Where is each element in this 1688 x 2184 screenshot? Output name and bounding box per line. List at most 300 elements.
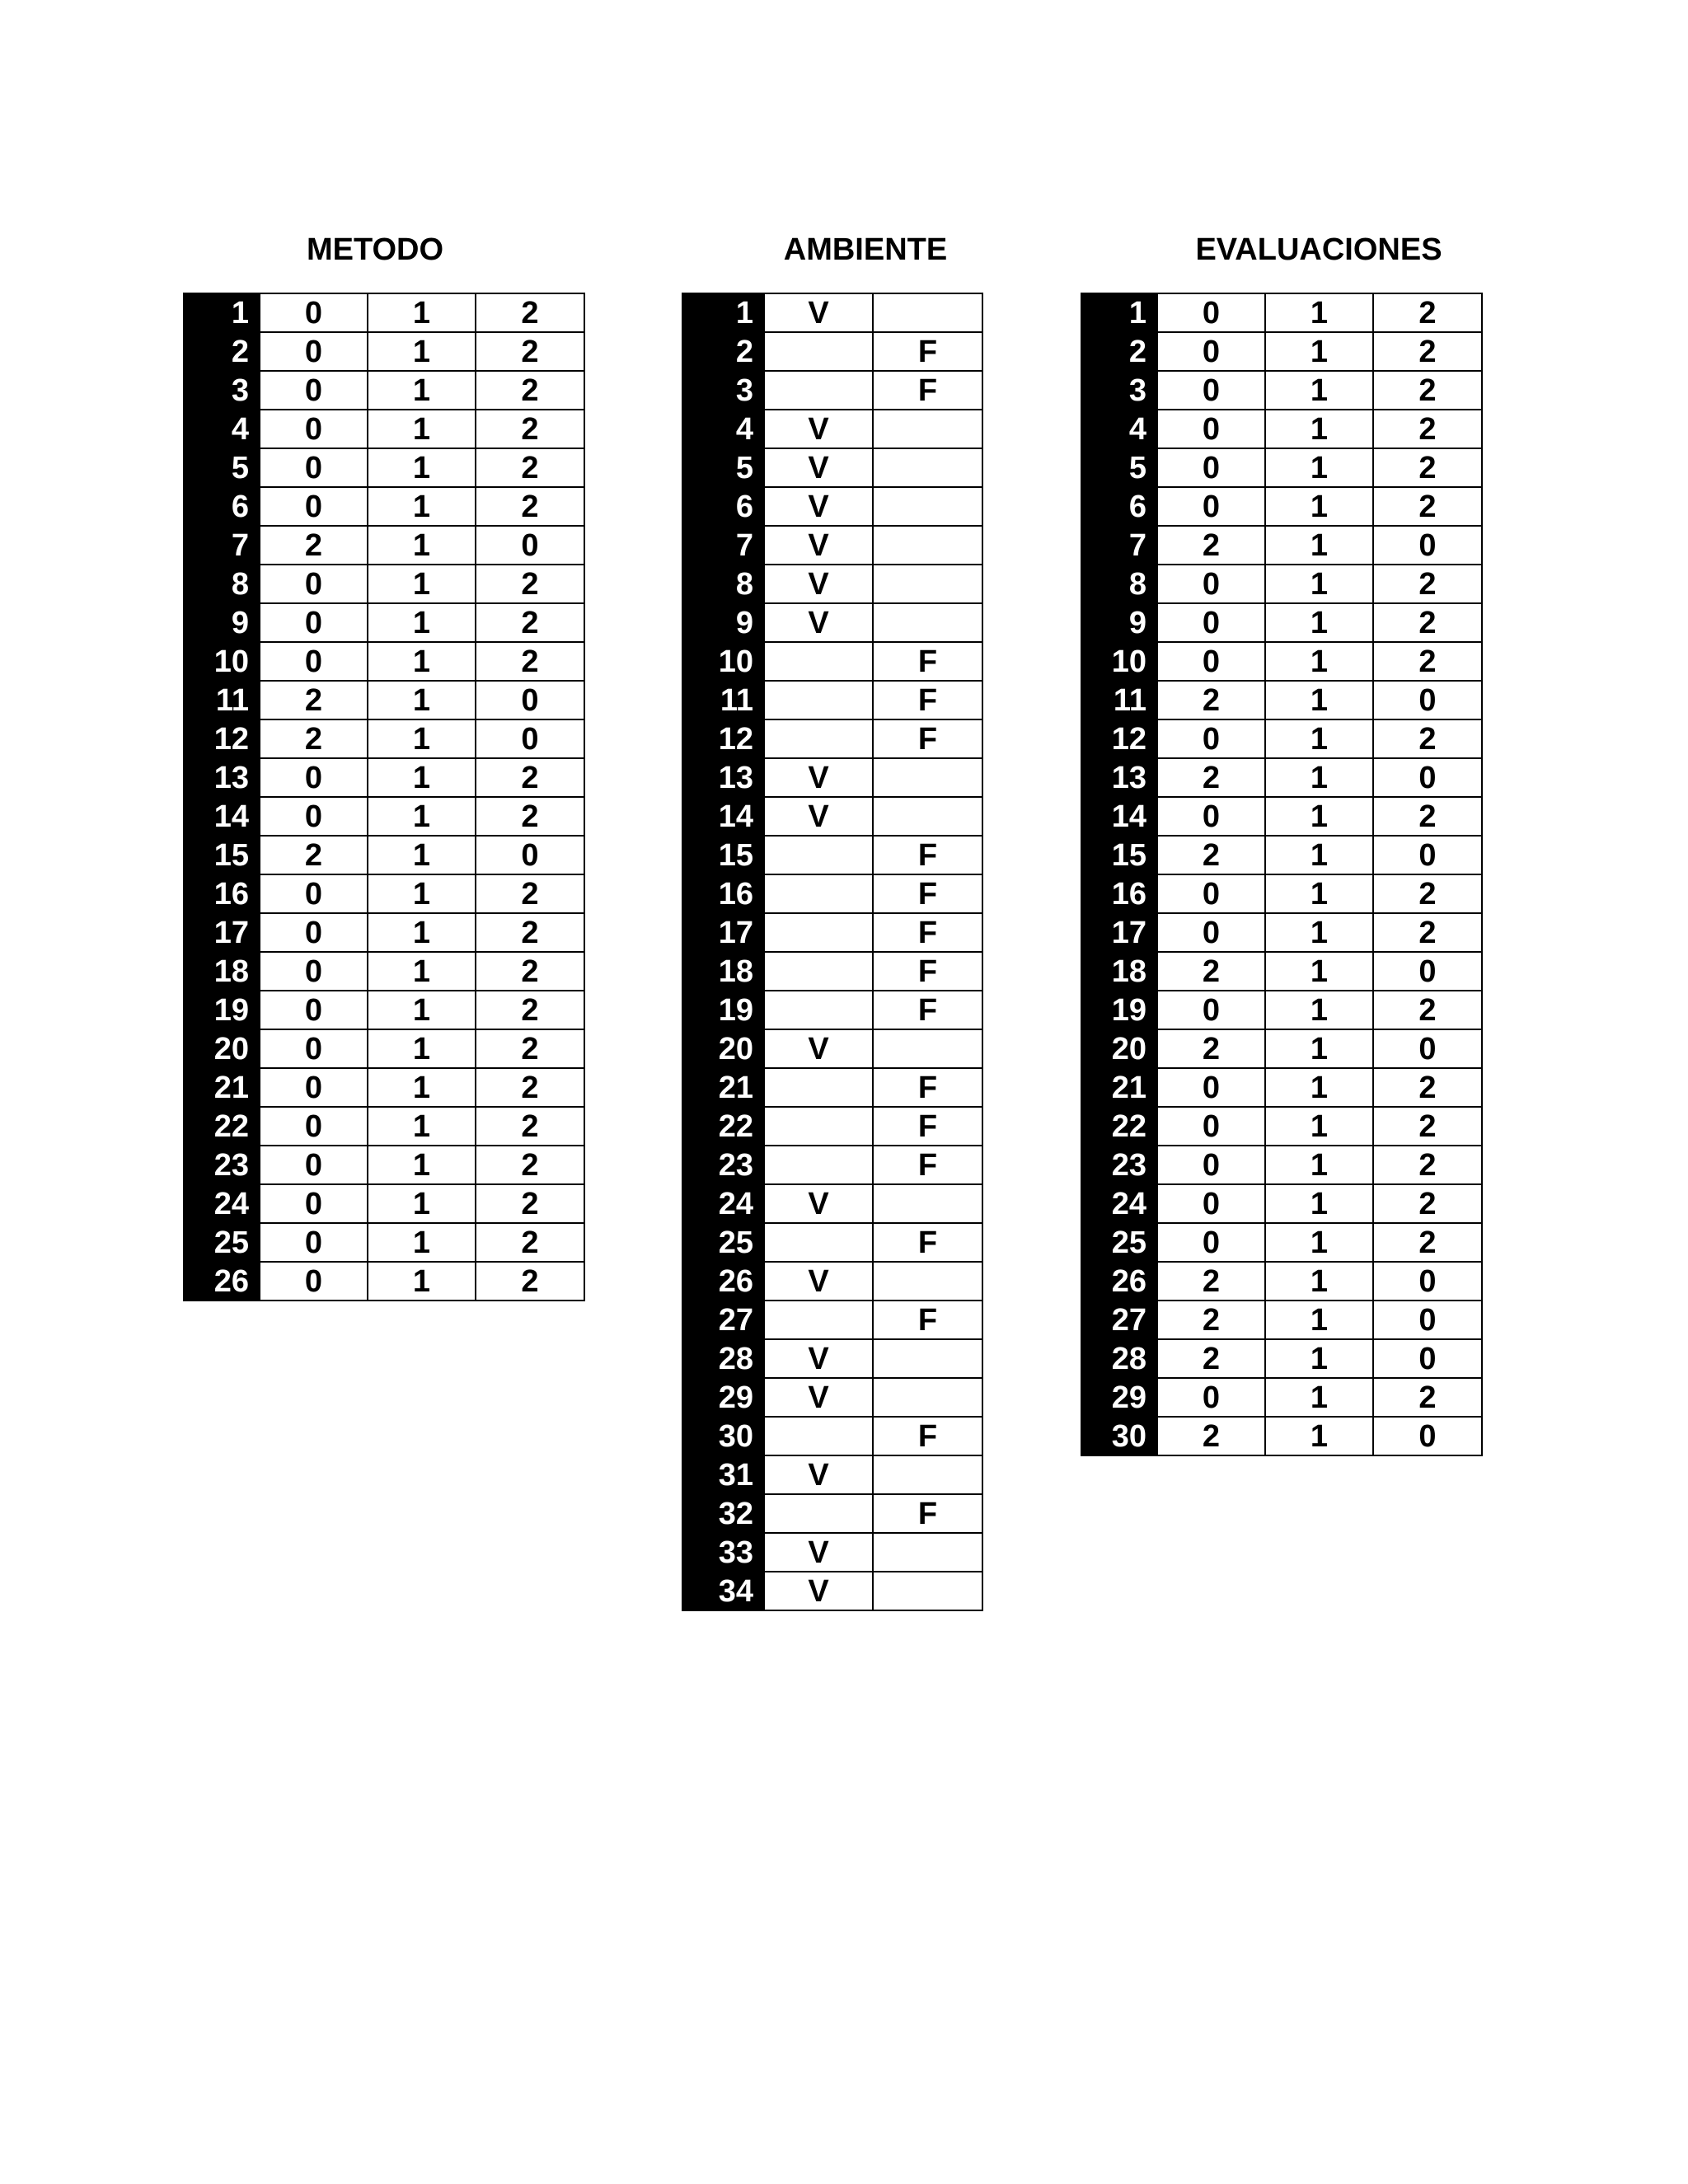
table-row [1081, 991, 1482, 1029]
answer-cell: 1 [368, 371, 476, 410]
answer-cell: 2 [1157, 836, 1265, 874]
answer-cell: 1 [368, 332, 476, 371]
answer-cell [873, 1262, 982, 1301]
answer-cell: 1 [1265, 991, 1373, 1029]
table-row [682, 410, 982, 448]
table-row [184, 913, 584, 952]
question-number: 34 [682, 1572, 764, 1610]
table-row [682, 681, 982, 719]
answer-cell: F [873, 719, 982, 758]
answer-cell: 1 [368, 681, 476, 719]
answer-cell: 2 [476, 410, 584, 448]
answer-cell [764, 1301, 873, 1339]
table-row [1081, 1107, 1482, 1146]
answer-cell: 0 [1157, 448, 1265, 487]
table-row [184, 332, 584, 371]
answer-cell: 0 [1373, 1029, 1482, 1068]
answer-cell: 2 [1373, 642, 1482, 681]
answer-cell: 1 [1265, 448, 1373, 487]
answer-cell: 1 [368, 1068, 476, 1107]
answer-cell: 1 [368, 874, 476, 913]
table-row [682, 1146, 982, 1184]
answer-cell: 1 [368, 1262, 476, 1301]
answer-cell: 1 [1265, 797, 1373, 836]
answer-cell: 2 [476, 603, 584, 642]
answer-cell: 1 [368, 1184, 476, 1223]
answer-cell: 1 [1265, 952, 1373, 991]
answer-cell [873, 603, 982, 642]
question-number: 6 [682, 487, 764, 526]
table-row [184, 293, 584, 332]
answer-cell: 1 [1265, 1262, 1373, 1301]
table-row [682, 1262, 982, 1301]
answer-cell: 2 [476, 874, 584, 913]
answer-cell: 0 [1373, 952, 1482, 991]
answer-cell: F [873, 952, 982, 991]
table-row [1081, 1068, 1482, 1107]
table-row [1081, 371, 1482, 410]
answer-cell: 2 [476, 1223, 584, 1262]
answer-cell: 1 [1265, 681, 1373, 719]
answer-cell [873, 487, 982, 526]
answer-cell: 0 [260, 991, 368, 1029]
answer-cell: 1 [1265, 719, 1373, 758]
answer-cell: 2 [476, 991, 584, 1029]
question-number: 23 [1081, 1146, 1157, 1184]
question-number: 8 [184, 565, 260, 603]
answer-cell: V [764, 1533, 873, 1572]
table-row [1081, 332, 1482, 371]
question-number: 5 [1081, 448, 1157, 487]
answer-cell: 1 [368, 1223, 476, 1262]
answer-cell: 1 [1265, 642, 1373, 681]
table-row [682, 487, 982, 526]
question-number: 2 [682, 332, 764, 371]
answer-cell: 0 [260, 1262, 368, 1301]
answer-cell [873, 797, 982, 836]
question-number: 23 [184, 1146, 260, 1184]
question-number: 18 [184, 952, 260, 991]
answer-cell: 0 [260, 913, 368, 952]
answer-cell: 0 [1157, 293, 1265, 332]
answer-cell: 0 [260, 1068, 368, 1107]
answer-cell: 0 [260, 797, 368, 836]
question-number: 10 [184, 642, 260, 681]
answer-cell [873, 448, 982, 487]
answer-cell: F [873, 1301, 982, 1339]
answer-cell: 2 [1373, 797, 1482, 836]
table-row [1081, 913, 1482, 952]
answer-cell: 1 [1265, 1378, 1373, 1417]
question-number: 8 [1081, 565, 1157, 603]
answer-cell [873, 1339, 982, 1378]
table-row [184, 565, 584, 603]
answer-cell: 0 [1373, 681, 1482, 719]
section-title-ambiente: AMBIENTE [783, 232, 948, 267]
answer-cell: 0 [260, 332, 368, 371]
answer-cell: 1 [1265, 1339, 1373, 1378]
answer-cell [764, 371, 873, 410]
answer-cell: 2 [260, 681, 368, 719]
question-number: 3 [682, 371, 764, 410]
answer-cell [873, 526, 982, 565]
table-row [1081, 603, 1482, 642]
question-number: 7 [682, 526, 764, 565]
table-row [682, 1455, 982, 1494]
table-row [1081, 1262, 1482, 1301]
answer-cell: V [764, 1029, 873, 1068]
table-row [682, 371, 982, 410]
table-row [682, 952, 982, 991]
table-row [682, 1068, 982, 1107]
answer-cell [764, 913, 873, 952]
section-title-evaluaciones: EVALUACIONES [1195, 232, 1442, 267]
answer-cell: 1 [1265, 565, 1373, 603]
answer-cell: 1 [1265, 1029, 1373, 1068]
question-number: 15 [184, 836, 260, 874]
answer-cell: 0 [1157, 603, 1265, 642]
question-number: 20 [184, 1029, 260, 1068]
question-number: 9 [1081, 603, 1157, 642]
answer-cell: 2 [476, 1068, 584, 1107]
answer-cell: 1 [1265, 487, 1373, 526]
answer-cell: V [764, 1572, 873, 1610]
table-row [1081, 1184, 1482, 1223]
table-row [682, 526, 982, 565]
answer-cell: 0 [1157, 1107, 1265, 1146]
answer-cell: 2 [1373, 1184, 1482, 1223]
question-number: 5 [184, 448, 260, 487]
table-row [682, 1572, 982, 1610]
question-number: 9 [184, 603, 260, 642]
answer-cell: 1 [1265, 1146, 1373, 1184]
answer-cell: 2 [476, 1262, 584, 1301]
answer-cell: 1 [1265, 1068, 1373, 1107]
answer-cell: 2 [476, 1107, 584, 1146]
table-row [1081, 1029, 1482, 1068]
question-number: 9 [682, 603, 764, 642]
question-number: 26 [184, 1262, 260, 1301]
answer-cell: 1 [368, 448, 476, 487]
answer-cell: 2 [1373, 332, 1482, 371]
table-row [184, 952, 584, 991]
question-number: 30 [1081, 1417, 1157, 1455]
answer-cell: V [764, 758, 873, 797]
answer-cell: F [873, 913, 982, 952]
answer-cell: 0 [260, 410, 368, 448]
question-number: 33 [682, 1533, 764, 1572]
answer-cell: 2 [476, 1029, 584, 1068]
answer-cell: 2 [1373, 874, 1482, 913]
question-number: 13 [682, 758, 764, 797]
answer-cell: 0 [1157, 410, 1265, 448]
table-row [1081, 1339, 1482, 1378]
question-number: 1 [1081, 293, 1157, 332]
question-number: 6 [184, 487, 260, 526]
question-number: 13 [1081, 758, 1157, 797]
answer-cell [764, 1494, 873, 1533]
answer-cell: 2 [1373, 1107, 1482, 1146]
answer-cell: 1 [368, 487, 476, 526]
answer-cell [764, 642, 873, 681]
answer-cell: V [764, 565, 873, 603]
question-number: 7 [184, 526, 260, 565]
table-row [184, 1146, 584, 1184]
table-row [1081, 836, 1482, 874]
question-number: 17 [184, 913, 260, 952]
answer-cell: 2 [476, 913, 584, 952]
answer-cell: V [764, 1184, 873, 1223]
answer-cell: 1 [368, 603, 476, 642]
answer-cell: 2 [1157, 526, 1265, 565]
question-number: 18 [1081, 952, 1157, 991]
answer-cell [873, 1184, 982, 1223]
answer-cell: 1 [368, 836, 476, 874]
table-row [682, 603, 982, 642]
answer-cell: 1 [1265, 603, 1373, 642]
answer-cell: 2 [476, 1146, 584, 1184]
table-row [184, 603, 584, 642]
table-row [682, 565, 982, 603]
question-number: 24 [682, 1184, 764, 1223]
question-number: 6 [1081, 487, 1157, 526]
answer-cell: 2 [476, 797, 584, 836]
table-row [1081, 1223, 1482, 1262]
table-row [184, 1107, 584, 1146]
question-number: 25 [682, 1223, 764, 1262]
question-number: 12 [184, 719, 260, 758]
table-row [682, 1494, 982, 1533]
answer-cell: 0 [260, 952, 368, 991]
answer-cell: 0 [260, 1029, 368, 1068]
answer-cell: 1 [368, 1029, 476, 1068]
question-number: 20 [682, 1029, 764, 1068]
question-number: 28 [1081, 1339, 1157, 1378]
answer-cell [764, 681, 873, 719]
answer-cell: 1 [368, 719, 476, 758]
table-row [682, 758, 982, 797]
table-row [184, 1262, 584, 1301]
answer-cell: 2 [1373, 293, 1482, 332]
question-number: 25 [1081, 1223, 1157, 1262]
answer-cell: 1 [1265, 371, 1373, 410]
table-row [184, 448, 584, 487]
question-number: 2 [1081, 332, 1157, 371]
table-row [682, 448, 982, 487]
question-number: 11 [1081, 681, 1157, 719]
question-number: 32 [682, 1494, 764, 1533]
question-number: 24 [184, 1184, 260, 1223]
table-row [184, 758, 584, 797]
question-number: 3 [184, 371, 260, 410]
table-row [682, 874, 982, 913]
answer-cell: V [764, 1262, 873, 1301]
answer-cell: 2 [1373, 1068, 1482, 1107]
answer-cell: 2 [476, 565, 584, 603]
question-number: 13 [184, 758, 260, 797]
answer-cell: 2 [1373, 603, 1482, 642]
question-number: 16 [682, 874, 764, 913]
answer-cell [764, 332, 873, 371]
question-number: 1 [184, 293, 260, 332]
answer-cell [764, 874, 873, 913]
question-number: 26 [1081, 1262, 1157, 1301]
answer-cell: F [873, 991, 982, 1029]
answer-cell: 1 [368, 565, 476, 603]
table-row [682, 1223, 982, 1262]
table-row [1081, 642, 1482, 681]
answer-cell: 0 [1157, 991, 1265, 1029]
question-number: 25 [184, 1223, 260, 1262]
answer-cell: F [873, 1417, 982, 1455]
table-row [682, 797, 982, 836]
answer-cell: 2 [1373, 487, 1482, 526]
answer-cell: F [873, 642, 982, 681]
answer-cell: 1 [368, 1107, 476, 1146]
answer-key-table-ambiente [682, 293, 983, 1611]
question-number: 27 [682, 1301, 764, 1339]
answer-cell [873, 410, 982, 448]
answer-cell: 0 [1157, 913, 1265, 952]
answer-cell: 2 [476, 332, 584, 371]
answer-cell: 0 [1157, 487, 1265, 526]
table-row [682, 1378, 982, 1417]
answer-cell: 2 [476, 448, 584, 487]
table-row [682, 642, 982, 681]
question-number: 11 [682, 681, 764, 719]
answer-cell: 2 [260, 836, 368, 874]
answer-cell: 1 [1265, 1223, 1373, 1262]
answer-cell: 2 [1373, 1378, 1482, 1417]
question-number: 15 [682, 836, 764, 874]
answer-cell: 2 [1373, 448, 1482, 487]
answer-cell: 1 [1265, 874, 1373, 913]
answer-cell: 1 [368, 797, 476, 836]
table-row [184, 991, 584, 1029]
answer-cell: F [873, 836, 982, 874]
table-row [184, 371, 584, 410]
answer-cell: 2 [1157, 681, 1265, 719]
question-number: 14 [682, 797, 764, 836]
answer-cell: F [873, 1146, 982, 1184]
table-row [682, 1184, 982, 1223]
question-number: 15 [1081, 836, 1157, 874]
answer-cell: 1 [1265, 836, 1373, 874]
question-number: 1 [682, 293, 764, 332]
question-number: 21 [184, 1068, 260, 1107]
question-number: 8 [682, 565, 764, 603]
answer-cell: 2 [1157, 1339, 1265, 1378]
table-row [1081, 719, 1482, 758]
answer-cell: 2 [1373, 565, 1482, 603]
answer-cell [764, 1107, 873, 1146]
table-row [184, 797, 584, 836]
answer-cell: V [764, 487, 873, 526]
table-row [184, 487, 584, 526]
answer-cell: F [873, 1107, 982, 1146]
answer-cell: V [764, 293, 873, 332]
answer-key-table-metodo [183, 293, 585, 1301]
answer-cell: 0 [1157, 565, 1265, 603]
table-row [1081, 1146, 1482, 1184]
answer-cell: 0 [1157, 874, 1265, 913]
question-number: 4 [682, 410, 764, 448]
question-number: 16 [1081, 874, 1157, 913]
question-number: 19 [682, 991, 764, 1029]
answer-cell: 2 [1157, 952, 1265, 991]
question-number: 5 [682, 448, 764, 487]
question-number: 27 [1081, 1301, 1157, 1339]
answer-cell: 0 [1157, 332, 1265, 371]
table-row [1081, 487, 1482, 526]
table-row [184, 1223, 584, 1262]
question-number: 7 [1081, 526, 1157, 565]
answer-cell [764, 991, 873, 1029]
answer-cell [764, 1146, 873, 1184]
question-number: 23 [682, 1146, 764, 1184]
table-row [184, 874, 584, 913]
table-row [682, 1301, 982, 1339]
table-row [1081, 1301, 1482, 1339]
answer-cell: 2 [1157, 1417, 1265, 1455]
answer-cell [764, 1223, 873, 1262]
answer-cell: 0 [260, 874, 368, 913]
table-row [1081, 565, 1482, 603]
answer-cell: 1 [368, 991, 476, 1029]
answer-cell: 1 [368, 952, 476, 991]
answer-key-table-evaluaciones [1081, 293, 1483, 1456]
answer-cell [764, 1417, 873, 1455]
question-number: 17 [1081, 913, 1157, 952]
answer-cell: 1 [368, 758, 476, 797]
answer-cell: 1 [1265, 410, 1373, 448]
answer-cell: 0 [260, 1184, 368, 1223]
answer-cell: 1 [368, 642, 476, 681]
answer-cell: 0 [1373, 1417, 1482, 1455]
answer-cell [873, 1029, 982, 1068]
answer-cell [873, 1455, 982, 1494]
table-row [184, 836, 584, 874]
answer-cell [873, 1533, 982, 1572]
answer-cell: 0 [1157, 1223, 1265, 1262]
table-row [1081, 410, 1482, 448]
answer-cell: 2 [1157, 1262, 1265, 1301]
answer-cell [764, 836, 873, 874]
answer-cell: 2 [476, 293, 584, 332]
answer-cell: 0 [260, 1223, 368, 1262]
table-row [1081, 758, 1482, 797]
question-number: 31 [682, 1455, 764, 1494]
answer-cell: F [873, 1494, 982, 1533]
answer-cell [873, 1572, 982, 1610]
answer-cell [873, 1378, 982, 1417]
answer-cell: V [764, 1339, 873, 1378]
table-row [1081, 874, 1482, 913]
table-row [682, 913, 982, 952]
answer-cell: 0 [1157, 1378, 1265, 1417]
answer-cell: 0 [1373, 1339, 1482, 1378]
answer-cell: F [873, 681, 982, 719]
answer-cell: 0 [260, 758, 368, 797]
question-number: 28 [682, 1339, 764, 1378]
answer-cell: 0 [260, 371, 368, 410]
answer-cell: 0 [1157, 719, 1265, 758]
answer-cell: 0 [1157, 371, 1265, 410]
table-row [184, 719, 584, 758]
answer-cell: 1 [368, 526, 476, 565]
question-number: 19 [1081, 991, 1157, 1029]
answer-cell: 0 [260, 1146, 368, 1184]
